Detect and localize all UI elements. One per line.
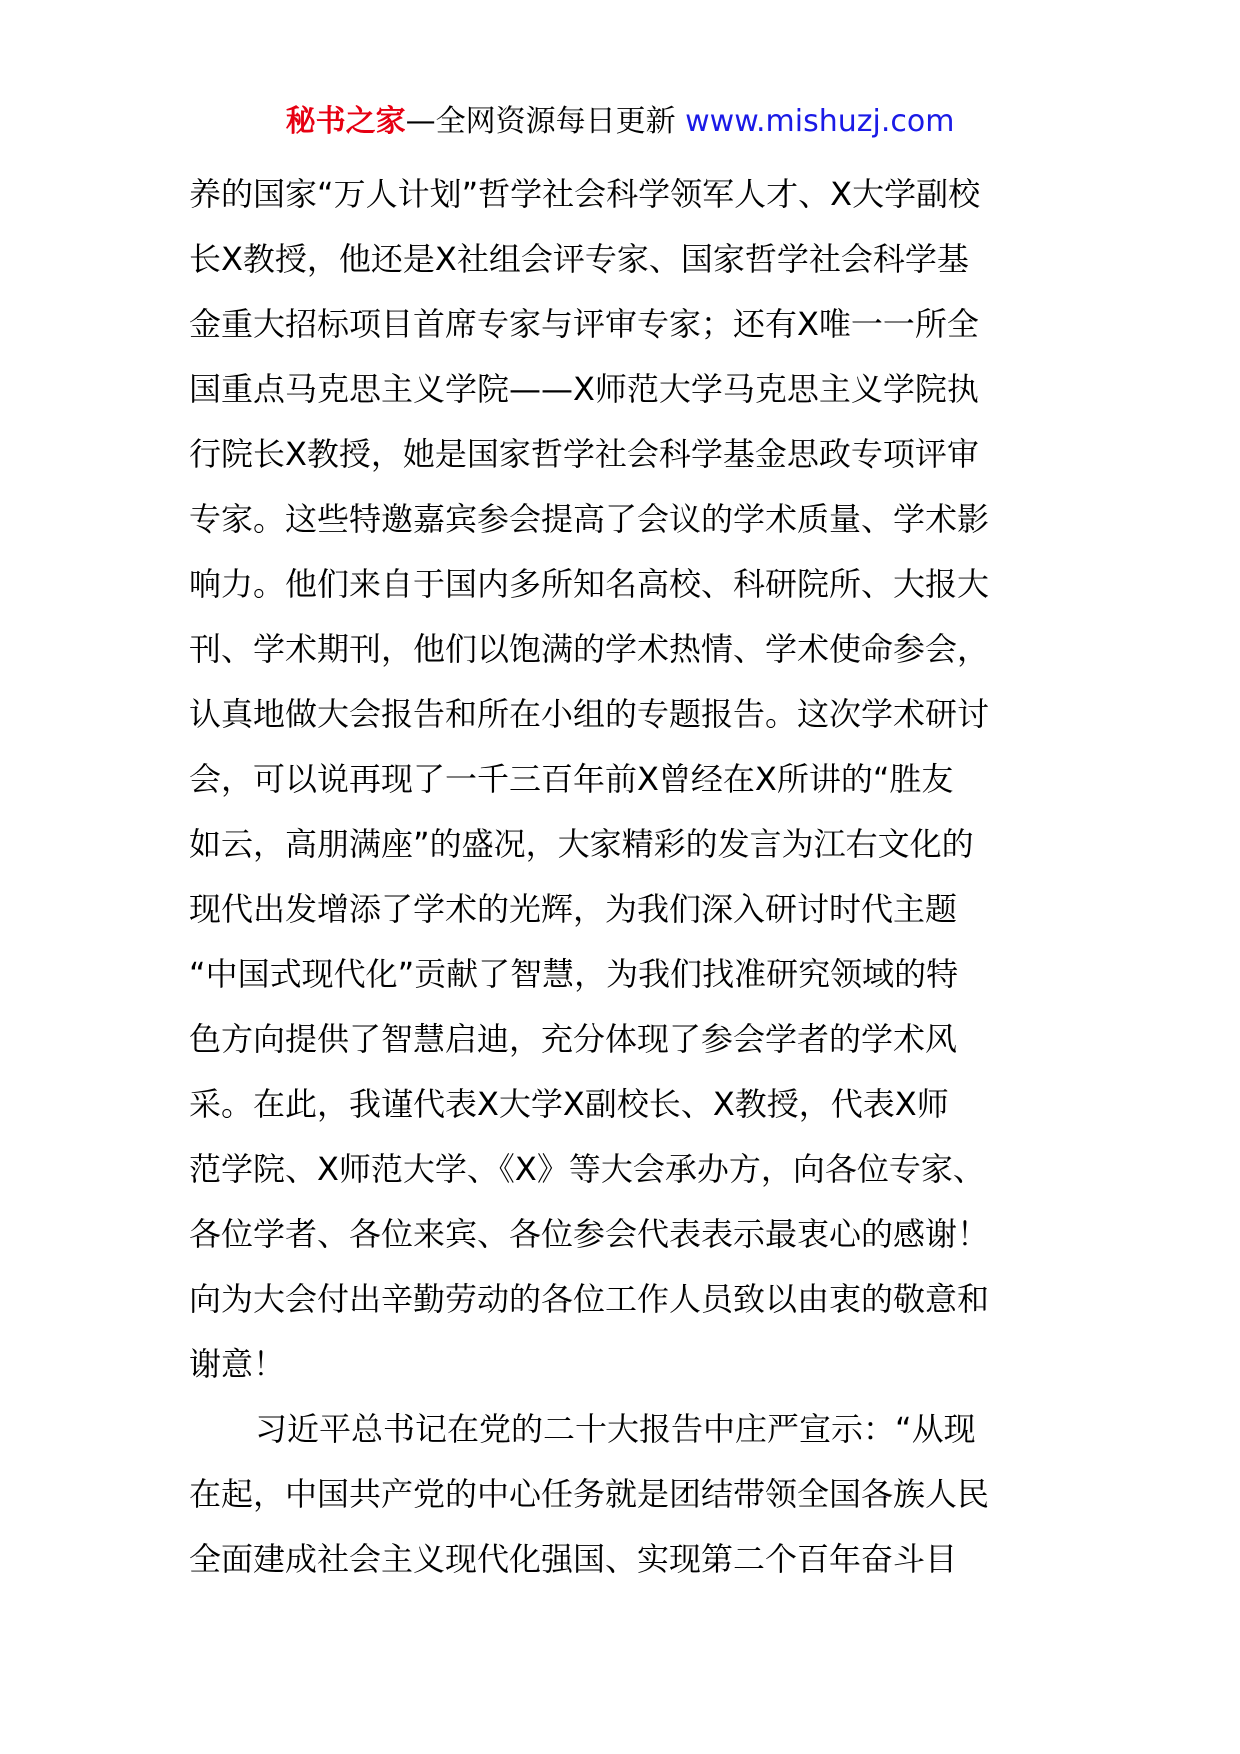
text-line: 会，可以说再现了一千三百年前X曾经在X所讲的“胜友 [189, 760, 954, 798]
text-line: 响力。他们来自于国内多所知名高校、科研院所、大报大 [189, 565, 990, 603]
text-line: 全面建成社会主义现代化强国、实现第二个百年奋斗目 [189, 1540, 958, 1578]
site-header [0, 100, 1240, 144]
text-line: 色方向提供了智慧启迪，充分体现了参会学者的学术风 [189, 1020, 958, 1058]
text-line: 现代出发增添了学术的光辉，为我们深入研讨时代主题 [189, 890, 958, 928]
text-line: 刊、学术期刊，他们以饱满的学术热情、学术使命参会， [189, 630, 990, 668]
text-line: 长X教授，他还是X社组会评专家、国家哲学社会科学基 [189, 240, 969, 278]
text-line: 谢意！ [189, 1345, 286, 1383]
text-line: “中国式现代化”贡献了智慧，为我们找准研究领域的特 [189, 955, 959, 993]
text-line: 范学院、X师范大学、《X》等大会承办方，向各位专家、 [189, 1150, 985, 1188]
text-line: 金重大招标项目首席专家与评审专家；还有X唯一一所全 [189, 305, 979, 343]
text-line: 行院长X教授，她是国家哲学社会科学基金思政专项评审 [189, 435, 979, 473]
text-line: 如云，高朋满座”的盛况，大家精彩的发言为江右文化的 [189, 825, 974, 863]
text-line: 采。在此，我谨代表X大学X副校长、X教授，代表X师 [189, 1085, 949, 1123]
site-url-link[interactable]: www.mishuzj.com [685, 104, 955, 139]
text-line: 专家。这些特邀嘉宾参会提高了会议的学术质量、学术影 [189, 500, 990, 538]
site-tagline: —全网资源每日更新 [405, 104, 686, 139]
site-brand: 秘书之家 [285, 104, 406, 139]
text-line: 在起，中国共产党的中心任务就是团结带领全国各族人民 [189, 1475, 990, 1513]
text-line: 认真地做大会报告和所在小组的专题报告。这次学术研讨 [189, 695, 990, 733]
paragraph-first-line: 习近平总书记在党的二十大报告中庄严宣示：“从现 [255, 1410, 976, 1448]
text-line: 养的国家“万人计划”哲学社会科学领军人才、X大学副校 [189, 175, 981, 213]
document-body [189, 162, 1059, 1592]
text-line: 各位学者、各位来宾、各位参会代表表示最衷心的感谢！ [189, 1215, 990, 1253]
text-line: 国重点马克思主义学院——X师范大学马克思主义学院执 [189, 370, 979, 408]
text-line: 向为大会付出辛勤劳动的各位工作人员致以由衷的敬意和 [189, 1280, 990, 1318]
